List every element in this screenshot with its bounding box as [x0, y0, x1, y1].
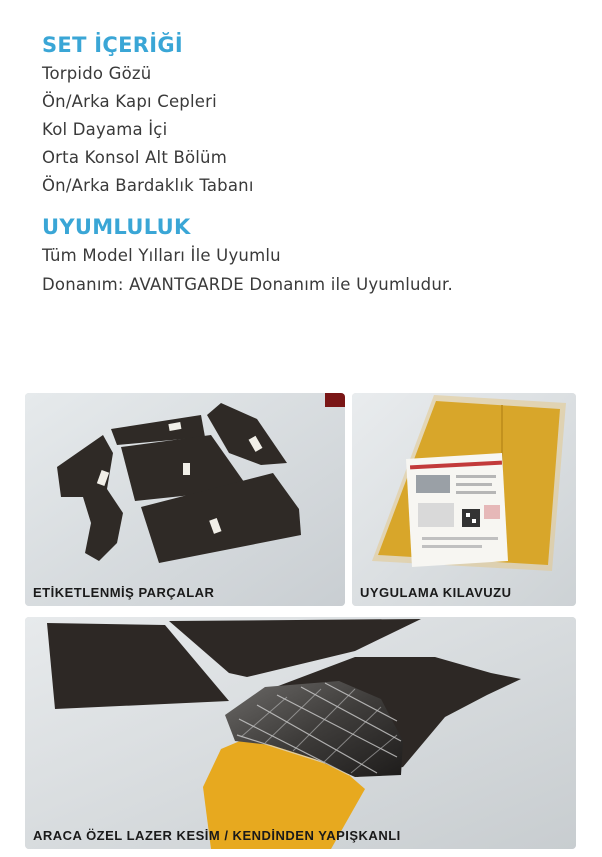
laser-cut-photo	[25, 617, 576, 849]
labeled-parts-illustration	[25, 393, 345, 606]
set-item-door-pockets: Ön/Arka Kapı Cepleri	[42, 92, 217, 111]
application-guide-photo	[352, 393, 576, 606]
compatibility-trim: Donanım: AVANTGARDE Donanım ile Uyumludur.	[42, 275, 453, 294]
laser-cut-caption: ARACA ÖZEL LAZER KESİM / KENDİNDEN YAPIŞKANLI	[33, 828, 401, 843]
set-item-center-console: Orta Konsol Alt Bölüm	[42, 148, 227, 167]
set-item-armrest: Kol Dayama İçi	[42, 120, 168, 139]
application-guide-illustration	[352, 393, 576, 606]
compatibility-model-years: Tüm Model Yılları İle Uyumlu	[42, 246, 281, 265]
application-guide-caption: UYGULAMA KILAVUZU	[360, 585, 512, 600]
set-item-glovebox: Torpido Gözü	[42, 64, 152, 83]
laser-cut-illustration	[25, 617, 576, 849]
labeled-parts-caption: ETİKETLENMİŞ PARÇALAR	[33, 585, 215, 600]
compatibility-heading: UYUMLULUK	[42, 215, 191, 239]
labeled-parts-photo	[25, 393, 345, 606]
instruction-card	[406, 453, 508, 567]
set-contents-heading: SET İÇERİĞİ	[42, 33, 184, 57]
set-item-cupholder: Ön/Arka Bardaklık Tabanı	[42, 176, 254, 195]
